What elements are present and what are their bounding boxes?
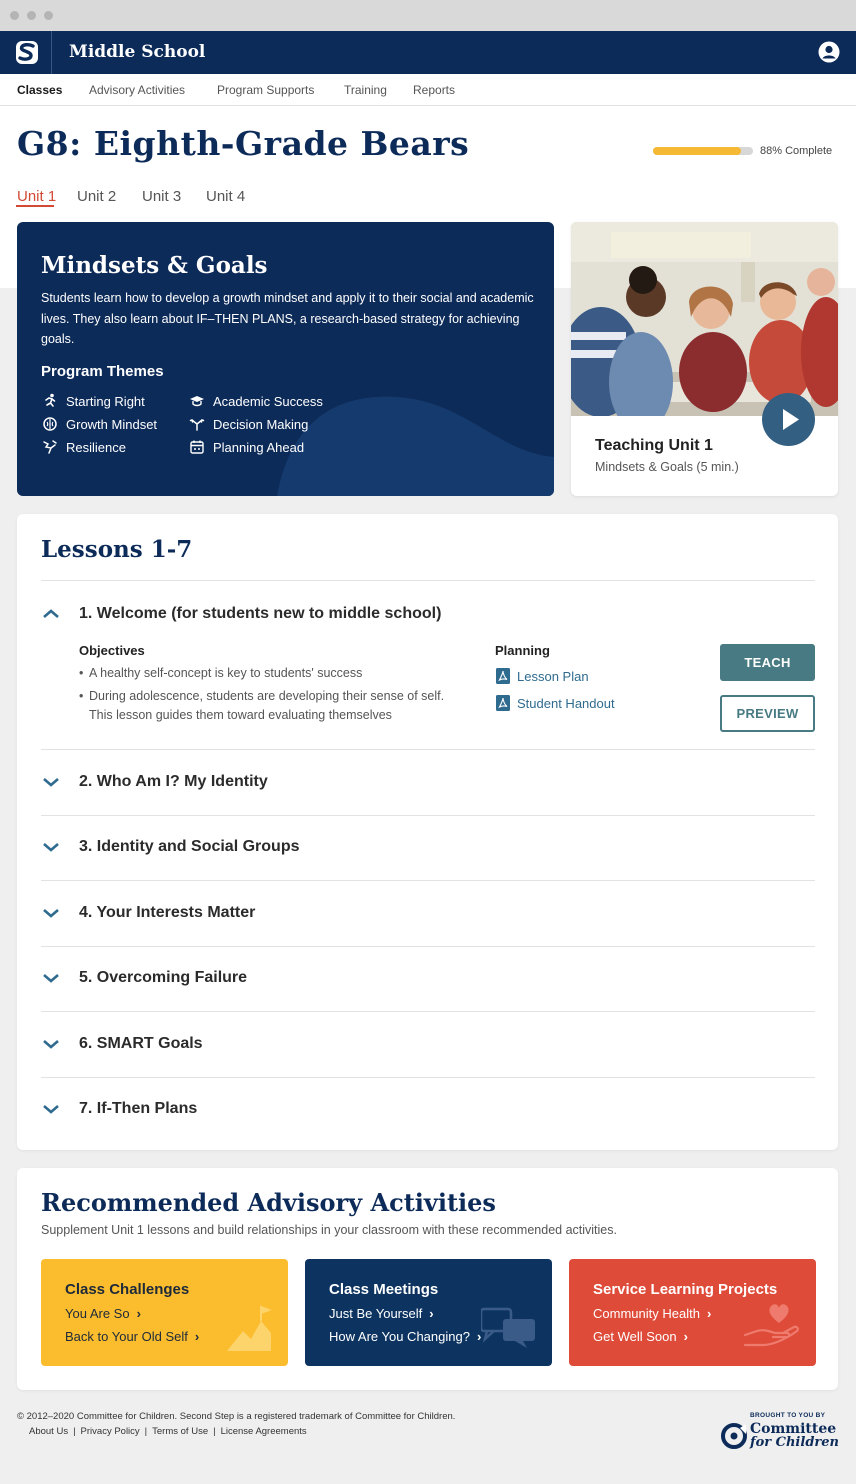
theme-academic-success: [188, 393, 323, 409]
lessons-title: Lessons 1-7: [41, 536, 193, 563]
lesson-title: 1. Welcome (for students new to middle school): [79, 605, 442, 622]
chevron-right-icon: ›: [706, 1306, 712, 1321]
top-bar: [0, 31, 856, 74]
theme-label: Resilience: [66, 439, 126, 455]
activity-link-label: You Are So: [65, 1306, 130, 1321]
brand-tagline: BROUGHT TO YOU BY: [750, 1412, 826, 1419]
divider: [41, 580, 815, 581]
footer-link-terms[interactable]: Terms of Use: [152, 1426, 209, 1437]
tab-unit-4[interactable]: Unit 4: [206, 188, 246, 205]
tab-unit-1[interactable]: Unit 1: [17, 188, 57, 205]
classroom-photo: [571, 222, 838, 416]
unit-description: Students learn how to develop a growth mindset and apply it to their social and academic lives. They also learn about IF–THEN PLANS, a research-based strategy for achieving goals.: [41, 291, 534, 346]
chevron-down-icon[interactable]: [41, 1102, 61, 1116]
theme-decision-making: [188, 416, 308, 432]
teach-button[interactable]: TEACH: [720, 644, 815, 681]
activity-link[interactable]: [329, 1329, 481, 1344]
divider: [41, 946, 815, 947]
activity-link[interactable]: [65, 1306, 141, 1321]
window-dot: [10, 11, 19, 20]
progress-label: 88% Complete: [760, 145, 833, 157]
chevron-right-icon: ›: [194, 1329, 200, 1344]
video-title: Teaching Unit 1: [595, 437, 713, 454]
unit-hero: [17, 222, 554, 496]
nav-advisory-activities[interactable]: Advisory Activities: [89, 83, 186, 97]
running-person-icon: [41, 393, 59, 409]
teaching-video-card[interactable]: [571, 222, 838, 496]
cfc-logo-icon: [720, 1422, 748, 1450]
footer-link-privacy[interactable]: Privacy Policy: [80, 1426, 140, 1437]
activity-title: Class Meetings: [329, 1281, 439, 1298]
link-label: Lesson Plan: [517, 668, 589, 684]
lesson-title: 4. Your Interests Matter: [79, 904, 256, 921]
lesson-title: 7. If-Then Plans: [79, 1100, 198, 1117]
activity-link[interactable]: [593, 1306, 711, 1321]
activity-card-service-learning[interactable]: [569, 1259, 816, 1366]
window-dot: [44, 11, 53, 20]
theme-label: Decision Making: [213, 416, 309, 432]
nav-classes[interactable]: Classes: [17, 83, 63, 97]
activity-link-label: Just Be Yourself: [329, 1306, 423, 1321]
brand-name-line1: Committee: [750, 1421, 837, 1437]
active-tab-underline: [16, 205, 54, 207]
objective-text: During adolescence, students are developing their sense of self. This lesson guides them toward evaluating themselves: [89, 689, 445, 722]
lesson-title: 2. Who Am I? My Identity: [79, 773, 268, 790]
activity-link-label: Get Well Soon: [593, 1329, 677, 1344]
theme-starting-right: [41, 393, 145, 409]
chevron-right-icon: ›: [136, 1306, 141, 1321]
student-handout-link[interactable]: [496, 695, 615, 711]
pdf-icon: [496, 695, 510, 711]
chevron-down-icon[interactable]: [41, 775, 61, 789]
footer-links: About Us | Privacy Policy | Terms of Use | License Agreements: [29, 1426, 307, 1437]
page-title: G8: Eighth-Grade Bears: [17, 124, 470, 163]
tab-unit-2[interactable]: Unit 2: [77, 188, 117, 205]
activity-title: Class Challenges: [65, 1281, 190, 1298]
activity-link[interactable]: [593, 1329, 688, 1344]
recommended-activities-card: [17, 1168, 838, 1390]
divider: [41, 749, 815, 750]
decision-arrows-icon: [188, 416, 206, 432]
lesson-row-3[interactable]: [41, 833, 815, 861]
nav-training[interactable]: Training: [344, 83, 387, 97]
nav-reports[interactable]: Reports: [413, 83, 456, 97]
activity-link-label: Community Health: [593, 1306, 700, 1321]
nav-program-supports[interactable]: Program Supports: [217, 83, 315, 97]
progress-fill: [653, 147, 741, 155]
footer-link-about[interactable]: About Us: [29, 1426, 69, 1437]
objective-text: A healthy self-concept is key to students' success: [89, 666, 363, 680]
recommended-title: Recommended Advisory Activities: [41, 1188, 496, 1217]
browser-chrome: [0, 0, 856, 31]
chevron-down-icon[interactable]: [41, 840, 61, 854]
theme-resilience: [41, 439, 126, 455]
play-video-button[interactable]: [762, 393, 815, 446]
objective-item: • A healthy self-concept is key to students' success: [79, 666, 363, 680]
lesson-plan-link[interactable]: [496, 668, 589, 684]
calendar-icon: [188, 439, 206, 455]
activity-link-label: How Are You Changing?: [329, 1329, 470, 1344]
lesson-title: 6. SMART Goals: [79, 1035, 203, 1052]
chevron-down-icon[interactable]: [41, 971, 61, 985]
window-dot: [27, 11, 36, 20]
lesson-row-1[interactable]: [41, 600, 815, 628]
divider: [41, 815, 815, 816]
activity-link[interactable]: [329, 1306, 434, 1321]
theme-label: Growth Mindset: [66, 416, 158, 432]
objectives-title: Objectives: [79, 643, 145, 658]
chevron-down-icon[interactable]: [41, 906, 61, 920]
logo-icon: [0, 31, 52, 74]
app-title: Middle School: [69, 42, 206, 62]
video-thumbnail[interactable]: [571, 222, 838, 416]
activity-card-class-challenges[interactable]: [41, 1259, 288, 1366]
divider: [41, 1011, 815, 1012]
brand-name-line2: for Children: [750, 1435, 839, 1450]
mountain-flag-icon: [227, 1303, 275, 1353]
lesson-row-5[interactable]: [41, 964, 815, 992]
chevron-right-icon: ›: [683, 1329, 688, 1344]
pdf-icon: [496, 668, 510, 684]
lesson-title: 5. Overcoming Failure: [79, 969, 248, 986]
committee-for-children-logo[interactable]: [720, 1410, 842, 1452]
tab-unit-3[interactable]: Unit 3: [142, 188, 182, 205]
objective-item: • During adolescence, students are developing their sense of self. This lesson guides them toward evaluating themselves: [79, 689, 445, 722]
unit-title: Mindsets & Goals: [41, 252, 268, 279]
chevron-down-icon[interactable]: [41, 1037, 61, 1051]
link-label: Student Handout: [517, 695, 615, 711]
chevron-up-icon[interactable]: [41, 607, 61, 621]
second-step-logo[interactable]: [0, 31, 52, 74]
divider: [41, 1077, 815, 1078]
activity-link[interactable]: [65, 1329, 199, 1344]
play-icon: [762, 393, 815, 446]
theme-label: Starting Right: [66, 393, 145, 409]
heart-hand-icon: [743, 1301, 801, 1351]
theme-growth-mindset: [41, 416, 157, 432]
theme-planning-ahead: [188, 439, 304, 455]
recommended-description: Supplement Unit 1 lessons and build relationships in your classroom with these recommended activities.: [41, 1223, 617, 1237]
planning-title: Planning: [495, 643, 550, 658]
graduation-cap-icon: [188, 393, 206, 409]
lesson-title: 3. Identity and Social Groups: [79, 838, 300, 855]
resilience-icon: [41, 439, 59, 455]
main-nav: [0, 74, 856, 106]
lesson-row-2[interactable]: [41, 768, 815, 796]
preview-button[interactable]: PREVIEW: [720, 695, 815, 732]
video-subtitle: Mindsets & Goals (5 min.): [595, 460, 739, 474]
user-account-icon[interactable]: [818, 41, 840, 63]
lessons-card: [17, 514, 838, 1150]
lesson-row-4[interactable]: [41, 899, 815, 927]
activity-title: Service Learning Projects: [593, 1281, 778, 1298]
activity-card-class-meetings[interactable]: [305, 1259, 552, 1366]
chevron-right-icon: ›: [429, 1306, 434, 1321]
lesson-row-6[interactable]: [41, 1030, 815, 1058]
theme-label: Planning Ahead: [213, 439, 305, 455]
brain-icon: [41, 416, 59, 432]
lesson-row-7[interactable]: [41, 1095, 815, 1123]
footer-link-license[interactable]: License Agreements: [220, 1426, 307, 1437]
footer-copyright: © 2012–2020 Committee for Children. Second Step is a registered trademark of Committee for Children.: [17, 1411, 456, 1422]
program-themes-title: Program Themes: [41, 363, 164, 380]
divider: [41, 880, 815, 881]
chevron-right-icon: ›: [476, 1329, 482, 1344]
chat-bubbles-icon: [481, 1307, 537, 1349]
theme-label: Academic Success: [213, 393, 323, 409]
progress-bar: [653, 147, 753, 155]
activity-link-label: Back to Your Old Self: [65, 1329, 188, 1344]
